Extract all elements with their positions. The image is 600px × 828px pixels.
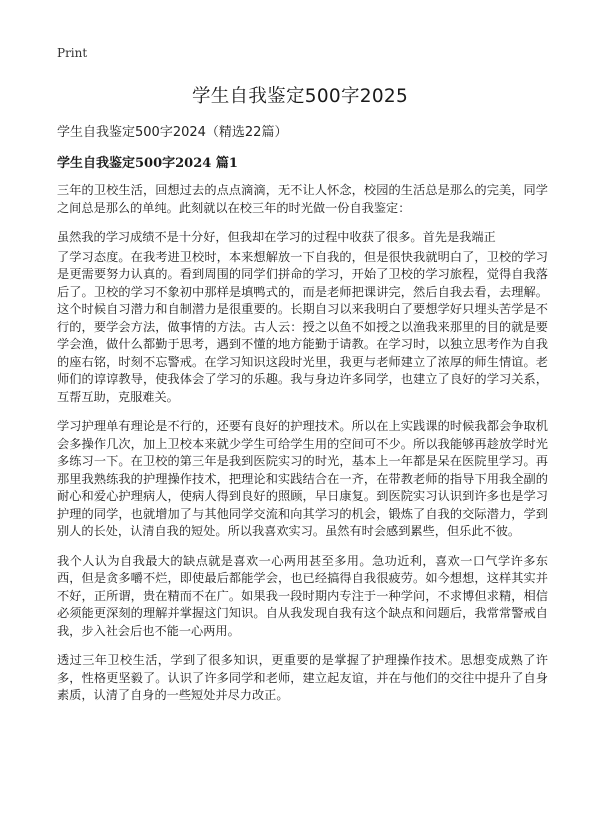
print-label: Print	[57, 46, 88, 60]
paragraph-study-lead: 虽然我的学习成绩不是十分好，但我却在学习的过程中收获了很多。首先是我端正	[57, 230, 496, 244]
section-heading: 学生自我鉴定500字2024 篇1	[57, 156, 238, 171]
document-subtitle: 学生自我鉴定500字2024（精选22篇）	[57, 125, 288, 140]
paragraph-study-attitude: 了学习态度。在我考进卫校时，本来想解放一下自我的，但是很快我就明白了，卫校的学习是更需要努力认真的。看到周围的同学们拼命的学习，开始了卫校的学习旅程，觉得自我落后了。卫校的学习不象初中那样是填鸭式的，而是老师把课讲完，然后自我去看，去理解。这个时候自习潜力和自制潜力是很重要的。长期自习以来我明白了要想学好只埋头苦学是不行的，要学会方法，做事情的方法。古人云：授之以鱼不如授之以渔我来那里的目的就是要学会渔，做什么都勤于思考，遇到不懂的地方能勤于请教。在学习时，以独立思考作为自我的座右铭，时刻不忘警戒。在学习知识这段时光里，我更与老师建立了浓厚的师生情谊。老师们的谆谆教导，使我体会了学习的乐趣。我与身边许多同学，也建立了良好的学习关系，互帮互助，克服难关。	[57, 249, 548, 404]
document-body	[57, 182, 548, 717]
paragraph-nursing-skills: 学习护理单有理论是不行的，还要有良好的护理技术。所以在上实践课的时候我都会争取机会多操作几次，加上卫校本来就少学生可给学生用的空间可不少。所以我能够再趁放学时光多练习一下。在卫校的第三年是我到医院实习的时光，基本上一年都是呆在医院里学习。再那里我熟练我的护理操作技术，把理论和实践结合在一齐，在带教老师的指导下用我全副的耐心和爱心护理病人，使病人得到良好的照顾，早日康复。到医院实习认识到许多也是学习护理的同学，也就增加了与其他同学交流和向其学习的机会，锻炼了自我的交际潜力，学到别人的长处，认清自我的短处。所以我喜欢实习。虽然有时会感到累些，但乐此不彼。	[57, 419, 548, 538]
paragraph-shortcomings: 我个人认为自我最大的缺点就是喜欢一心两用甚至多用。急功近利，喜欢一口气学许多东西，但是贪多嚼不烂，即使最后都能学会，也已经搞得自我很疲劳。如今想想，这样其实并不好，正所谓，贵在精而不在广。如果我一段时期内专注于一种学问，不求博但求精，相信必须能更深刻的理解并掌握这门知识。自从我发现自我有这个缺点和问题后，我常常警戒自我，步入社会后也不能一心两用。	[57, 553, 548, 638]
paragraph-intro: 三年的卫校生活，回想过去的点点滴滴，无不让人怀念，校园的生活总是那么的完美，同学之间总是那么的单纯。此刻就以在校三年的时光做一份自我鉴定：	[57, 183, 548, 215]
paragraph-conclusion: 透过三年卫校生活，学到了很多知识，更重要的是掌握了护理操作技术。思想变成熟了许多，性格更坚毅了。认识了许多同学和老师，建立起友谊，并在与他们的交往中提升了自身素质，认清了自身的一些短处并尽力改正。	[57, 653, 548, 702]
document-title: 学生自我鉴定500字2025	[191, 86, 409, 107]
